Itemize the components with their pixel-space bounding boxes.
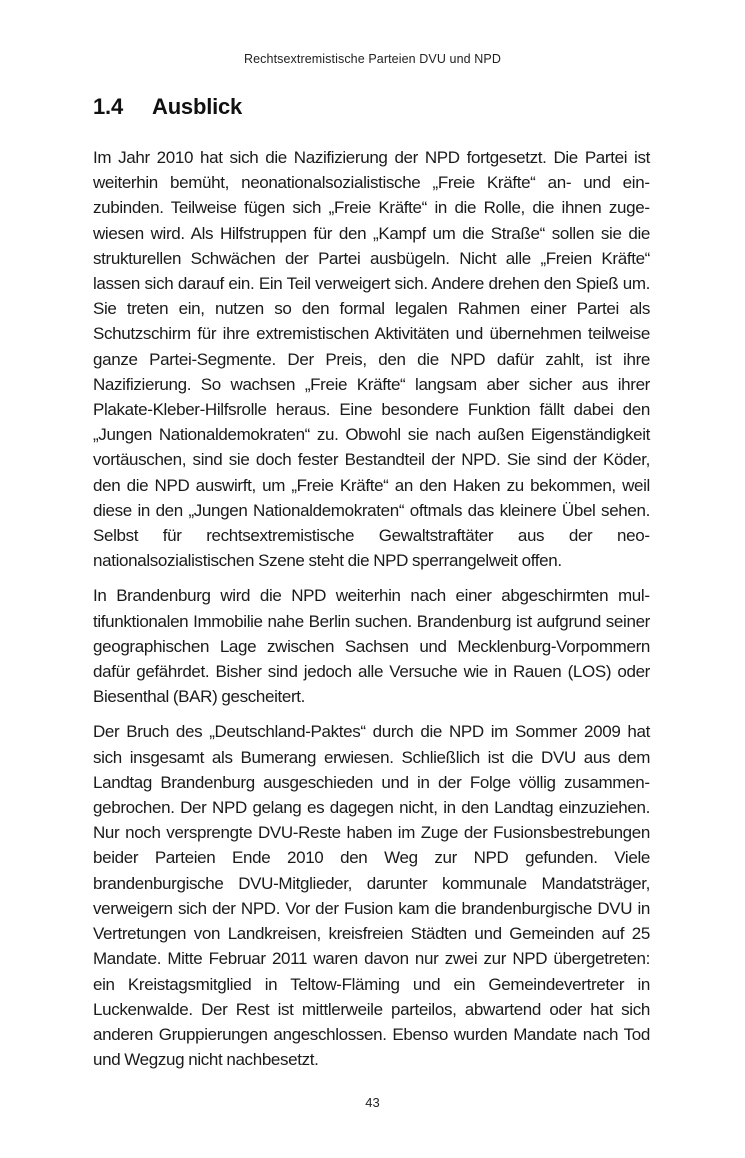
section-number: 1.4 bbox=[93, 94, 123, 119]
section-heading bbox=[93, 94, 242, 120]
running-header: Rechtsextremistische Parteien DVU und NPD bbox=[244, 52, 501, 66]
page-number: 43 bbox=[365, 1095, 380, 1110]
paragraph-3: Der Bruch des „Deutschland-Paktes“ durch die NPD im Sommer 2009 hat sich insgesamt als Bumerang erwiesen. Schließlich ist die DVU aus dem Landtag Brandenburg ausgeschieden und in der Folge völlig zusammengebrochen. Der NPD gelang es dagegen nicht, in den Landtag einzuziehen. Nur noch versprengte DVU-Reste haben im Zuge der Fusionsbestrebungen beider Parteien Ende 2010 den Weg zur NPD gefunden. Viele brandenburgische DVU-Mitglieder, darunter kommunale Mandatsträger, verweigern sich der NPD. Vor der Fusion kam die brandenburgische DVU in Vertretungen von Landkreisen, kreisfreien Städten und Gemeinden auf 25 Mandate. Mitte Februar 2011 waren davon nur zwei zur NPD übergetreten: ein Kreistagsmitglied in Teltow-Fläming und ein Gemeindevertreter in Luckenwalde. Der Rest ist mittlerweile parteilos, abwartend oder hat sich anderen Gruppierungen angeschlossen. Ebenso wurden Mandate nach Tod und Wegzug nicht nachbesetzt. bbox=[93, 722, 650, 1070]
paragraph-1: Im Jahr 2010 hat sich die Nazifizierung der NPD fortgesetzt. Die Partei ist weiterhin bemüht, neonationalsozialistische „Freie Kräfte“ an- und einzubinden. Teilweise fügen sich „Freie Kräfte“ in die Rolle, die ihnen zugewiesen wird. Als Hilfstruppen für den „Kampf um die Straße“ sollen sie die strukturellen Schwächen der Partei ausbügeln. Nicht alle „Freien Kräfte“ lassen sich darauf ein. Ein Teil verweigert sich. Andere drehen den Spieß um. Sie treten ein, nutzen so den formal legalen Rahmen einer Partei als Schutzschirm für ihre extremistischen Aktivitäten und übernehmen teilweise ganze Partei-Segmente. Der Preis, den die NPD dafür zahlt, ist ihre Nazifizierung. So wachsen „Freie Kräfte“ langsam aber sicher aus ihrer Plakate-Kleber-Hilfsrolle heraus. Eine besondere Funktion fällt dabei den „Jungen Nationaldemokraten“ zu. Obwohl sie nach außen Eigenständigkeit vortäuschen, sind sie doch fester Bestandteil der NPD. Sie sind der Köder, den die NPD auswirft, um „Freie Kräfte“ an den Haken zu bekommen, weil diese in den „Jungen Nationaldemokraten“ oftmals das kleinere Übel sehen. Selbst für rechtsextremistische Gewaltstraftäter aus der neonationalsozialistischen Szene steht die NPD sperrangelweit offen. bbox=[93, 148, 650, 571]
paragraph-2: In Brandenburg wird die NPD weiterhin nach einer abgeschirmten multifunktionalen Immobilie nahe Berlin suchen. Brandenburg ist aufgrund seiner geographischen Lage zwischen Sachsen und Mecklenburg-Vorpommern dafür gefährdet. Bisher sind jedoch alle Versuche wie in Rauen (LOS) oder Biesenthal (BAR) gescheitert. bbox=[93, 586, 650, 707]
body-text bbox=[93, 145, 650, 1082]
section-title: Ausblick bbox=[152, 94, 243, 119]
